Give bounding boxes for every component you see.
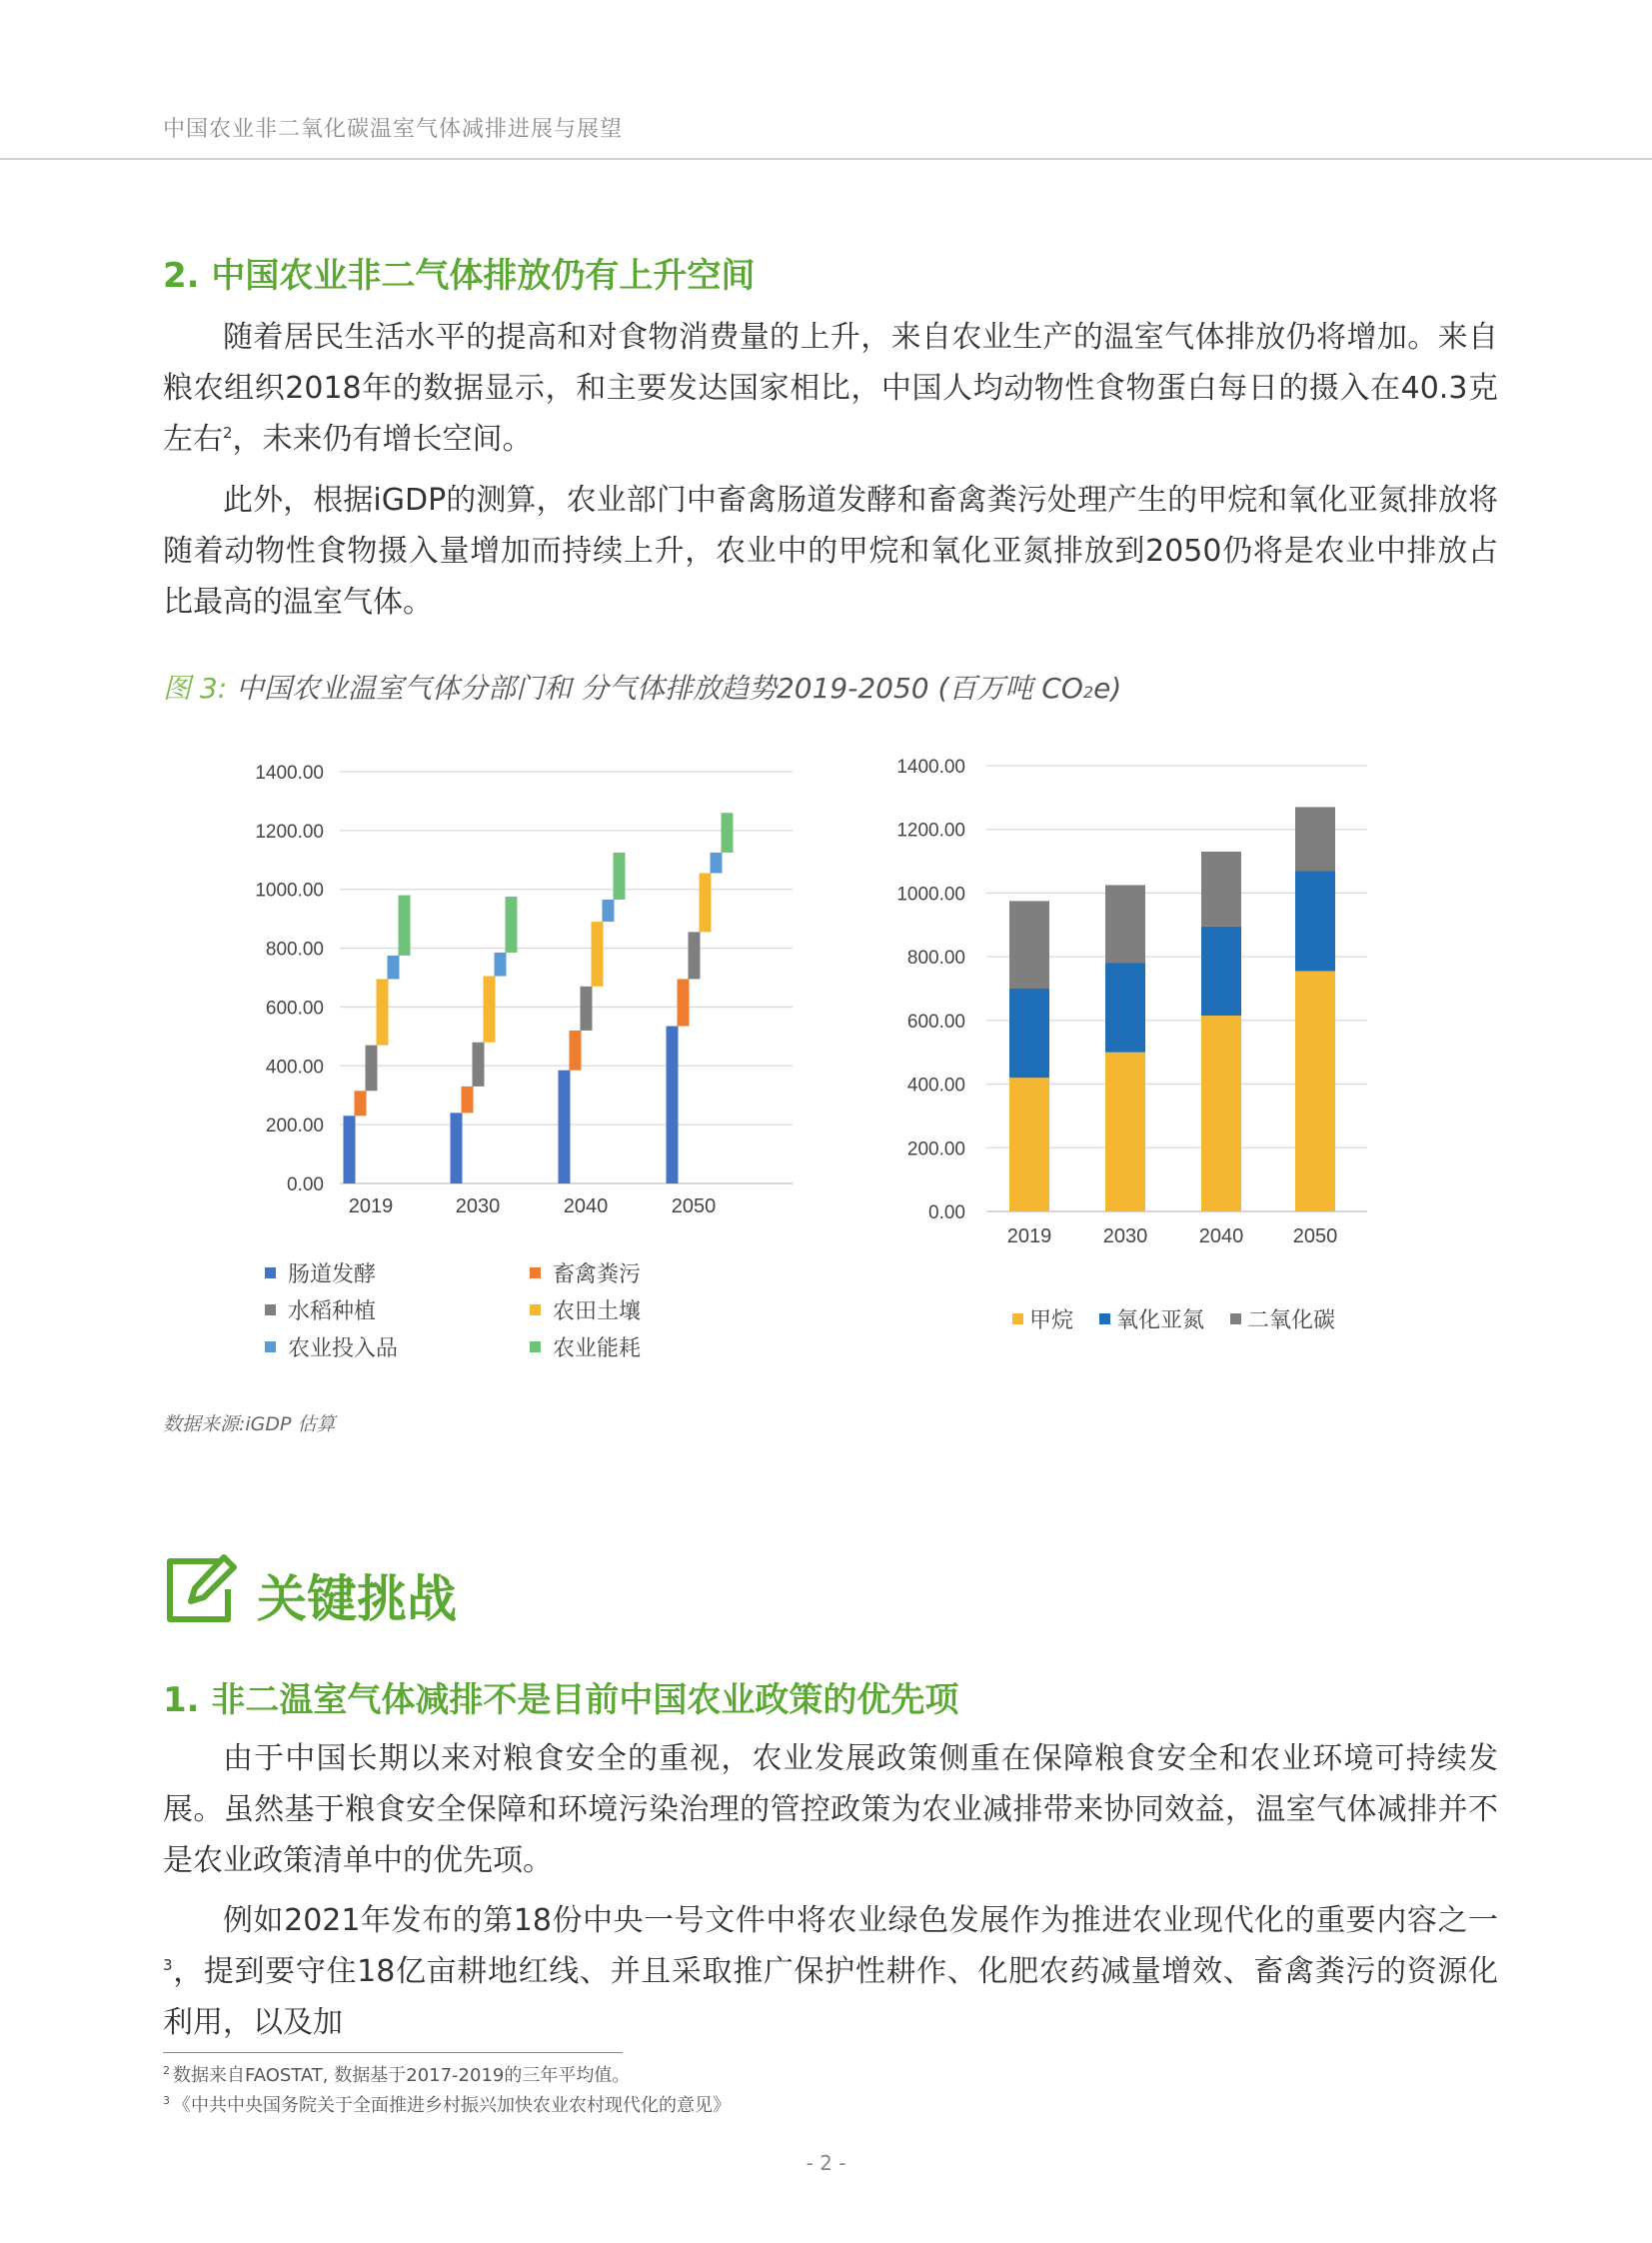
footnote-ref-2[interactable]: 2: [223, 424, 233, 442]
bar-segment: [1009, 901, 1049, 989]
bar-segment: [388, 956, 400, 980]
legend-item-energy: [530, 1331, 641, 1362]
footnote-text: 数据来自FAOSTAT, 数据基于2017-2019的三年平均值。: [173, 2065, 631, 2086]
y-tick-label: 0.00: [928, 1202, 965, 1223]
legend-item-inputs: [265, 1331, 398, 1362]
y-tick-label: 600.00: [906, 1011, 965, 1033]
bar-segment: [1105, 885, 1145, 963]
figure-number: 图 3:: [163, 672, 228, 705]
paragraph-text: ，提到要守住18亿亩耕地红线、并且采取推广保护性耕作、化肥农药减量增效、畜禽粪污的资源化利用，以及加: [163, 1954, 1498, 2040]
legend-item-enteric: [265, 1257, 376, 1288]
paragraph-central-document: [163, 1895, 1498, 2048]
paragraph-text: 例如2021年发布的第18份中央一号文件中将农业绿色发展作为推进农业现代化的重要内容之一: [223, 1903, 1498, 1938]
challenges-title: 关键挑战: [257, 1570, 457, 1628]
section-heading-challenge-1: 1. 非二温室气体减排不是目前中国农业政策的优先项: [163, 1680, 959, 1720]
bar-segment: [1105, 1053, 1145, 1211]
bar-segment: [462, 1087, 474, 1113]
bar-segment: [473, 1043, 485, 1087]
x-tick-label: 2030: [455, 1195, 501, 1217]
y-tick-label: 400.00: [265, 1057, 324, 1079]
caption-text: 中国农业温室气体分部门和 分气体排放趋势2019-2050 (百万吨 CO: [227, 672, 1083, 705]
bar-segment: [592, 922, 604, 987]
legend-item-co2: [1230, 1303, 1335, 1334]
gas-chart-legend: [1012, 1303, 1335, 1334]
legend-swatch: [530, 1267, 541, 1278]
legend-label: 农业能耗: [553, 1336, 642, 1361]
footnote-number: 2: [163, 2064, 170, 2077]
bar-segment: [377, 979, 389, 1045]
bar-segment: [451, 1113, 463, 1183]
bar-segment: [700, 874, 712, 933]
legend-item-n2o: [1099, 1303, 1204, 1334]
bar-segment: [484, 977, 496, 1043]
caption-subscript: 2: [1082, 683, 1094, 702]
bar-segment: [1009, 1078, 1049, 1211]
bar-segment: [559, 1071, 571, 1183]
y-tick-label: 600.00: [265, 998, 324, 1020]
paragraph-text: ，未来仍有增长空间。: [232, 422, 533, 457]
bar-segment: [603, 900, 615, 922]
footnote-number: 3: [163, 2094, 170, 2107]
footnote-text: 《中共中央国务院关于全面推进乡村振兴加快农业农村现代化的意见》: [173, 2095, 731, 2116]
bar-segment: [1295, 807, 1335, 871]
legend-swatch: [1099, 1313, 1110, 1324]
bar-segment: [1105, 964, 1145, 1053]
bar-segment: [570, 1031, 582, 1071]
caption-text: e): [1093, 672, 1122, 705]
bar-segment: [506, 897, 518, 953]
legend-label: 甲烷: [1029, 1308, 1074, 1333]
y-tick-label: 1400.00: [255, 763, 324, 784]
bar-segment: [1009, 989, 1049, 1078]
legend-label: 农业投入品: [288, 1336, 399, 1361]
legend-item-methane: [1012, 1303, 1073, 1334]
y-tick-label: 200.00: [265, 1116, 324, 1137]
bar-segment: [355, 1091, 367, 1116]
footnote-3: [163, 2091, 731, 2117]
section-heading-2: 2. 中国农业非二气体排放仍有上升空间: [163, 256, 756, 296]
legend-item-manure: [530, 1257, 641, 1288]
legend-label: 氧化亚氮: [1116, 1308, 1205, 1333]
x-tick-label: 2019: [348, 1195, 394, 1217]
bar-segment: [614, 853, 626, 900]
x-tick-label: 2050: [1292, 1225, 1338, 1247]
footnote-ref-3[interactable]: 3: [163, 1956, 173, 1974]
bar-segment: [366, 1046, 378, 1092]
bar-segment: [1201, 852, 1241, 927]
y-tick-label: 1000.00: [255, 880, 324, 902]
bar-segment: [1201, 927, 1241, 1016]
legend-label: 肠道发酵: [288, 1262, 377, 1287]
y-tick-label: 1200.00: [896, 820, 965, 842]
bar-segment: [1295, 971, 1335, 1211]
paragraph-igdp-estimate: 此外，根据iGDP的测算，农业部门中畜禽肠道发酵和畜禽粪污处理产生的甲烷和氧化亚氮排放将随着动物性食物摄入量增加而持续上升，农业中的甲烷和氧化亚氮排放到2050仍将是农业中排放占比最高的温室气体。: [163, 483, 1498, 620]
bar-segment: [1295, 871, 1335, 971]
y-tick-label: 800.00: [906, 948, 965, 970]
x-tick-label: 2040: [563, 1195, 609, 1217]
y-tick-label: 1200.00: [255, 821, 324, 843]
y-tick-label: 1400.00: [896, 757, 965, 778]
legend-item-rice: [265, 1294, 376, 1325]
footnote-rule: [163, 2052, 623, 2053]
legend-item-soil: [530, 1294, 641, 1325]
y-tick-label: 200.00: [906, 1138, 965, 1160]
bar-segment: [667, 1027, 679, 1183]
y-tick-label: 0.00: [287, 1174, 324, 1195]
y-tick-label: 400.00: [906, 1075, 965, 1097]
legend-label: 水稻种植: [288, 1299, 377, 1324]
bar-segment: [1201, 1016, 1241, 1211]
x-tick-label: 2030: [1102, 1225, 1148, 1247]
x-tick-label: 2050: [671, 1195, 717, 1217]
bar-segment: [722, 813, 734, 853]
legend-swatch: [1230, 1313, 1241, 1324]
bar-segment: [399, 896, 411, 956]
bar-segment: [581, 987, 593, 1031]
legend-swatch: [530, 1304, 541, 1315]
legend-swatch: [265, 1267, 276, 1278]
data-source-note: 数据来源:iGDP 估算: [163, 1413, 336, 1435]
legend-label: 畜禽粪污: [553, 1262, 642, 1287]
legend-label: 农田土壤: [553, 1299, 642, 1324]
legend-swatch: [265, 1304, 276, 1315]
legend-label: 二氧化碳: [1247, 1308, 1336, 1333]
x-tick-label: 2019: [1006, 1225, 1052, 1247]
running-header: 中国农业非二氧化碳温室气体减排进展与展望: [163, 117, 624, 142]
edit-icon: [164, 1551, 238, 1625]
bar-segment: [678, 979, 690, 1026]
page-number: - 2 -: [806, 2151, 846, 2175]
bar-segment: [689, 932, 701, 979]
legend-swatch: [1012, 1313, 1023, 1324]
bar-segment: [495, 953, 507, 977]
paragraph-policy-priority: 由于中国长期以来对粮食安全的重视，农业发展政策侧重在保障粮食安全和农业环境可持续发展。虽然基于粮食安全保障和环境污染治理的管控政策为农业减排带来协同效益，温室气体减排并不是农业政策清单中的优先项。: [163, 1741, 1498, 1878]
x-tick-label: 2040: [1198, 1225, 1244, 1247]
y-tick-label: 1000.00: [896, 884, 965, 906]
y-tick-label: 800.00: [265, 939, 324, 961]
footnote-2: [163, 2061, 630, 2087]
bar-segment: [344, 1116, 356, 1183]
legend-swatch: [530, 1341, 541, 1352]
bar-segment: [711, 853, 723, 874]
paragraph-text: 随着居民生活水平的提高和对食物消费量的上升，来自农业生产的温室气体排放仍将增加。来自粮农组织2018年的数据显示，和主要发达国家相比，中国人均动物性食物蛋白每日的摄入在40.3克左右: [163, 320, 1498, 457]
legend-swatch: [265, 1341, 276, 1352]
